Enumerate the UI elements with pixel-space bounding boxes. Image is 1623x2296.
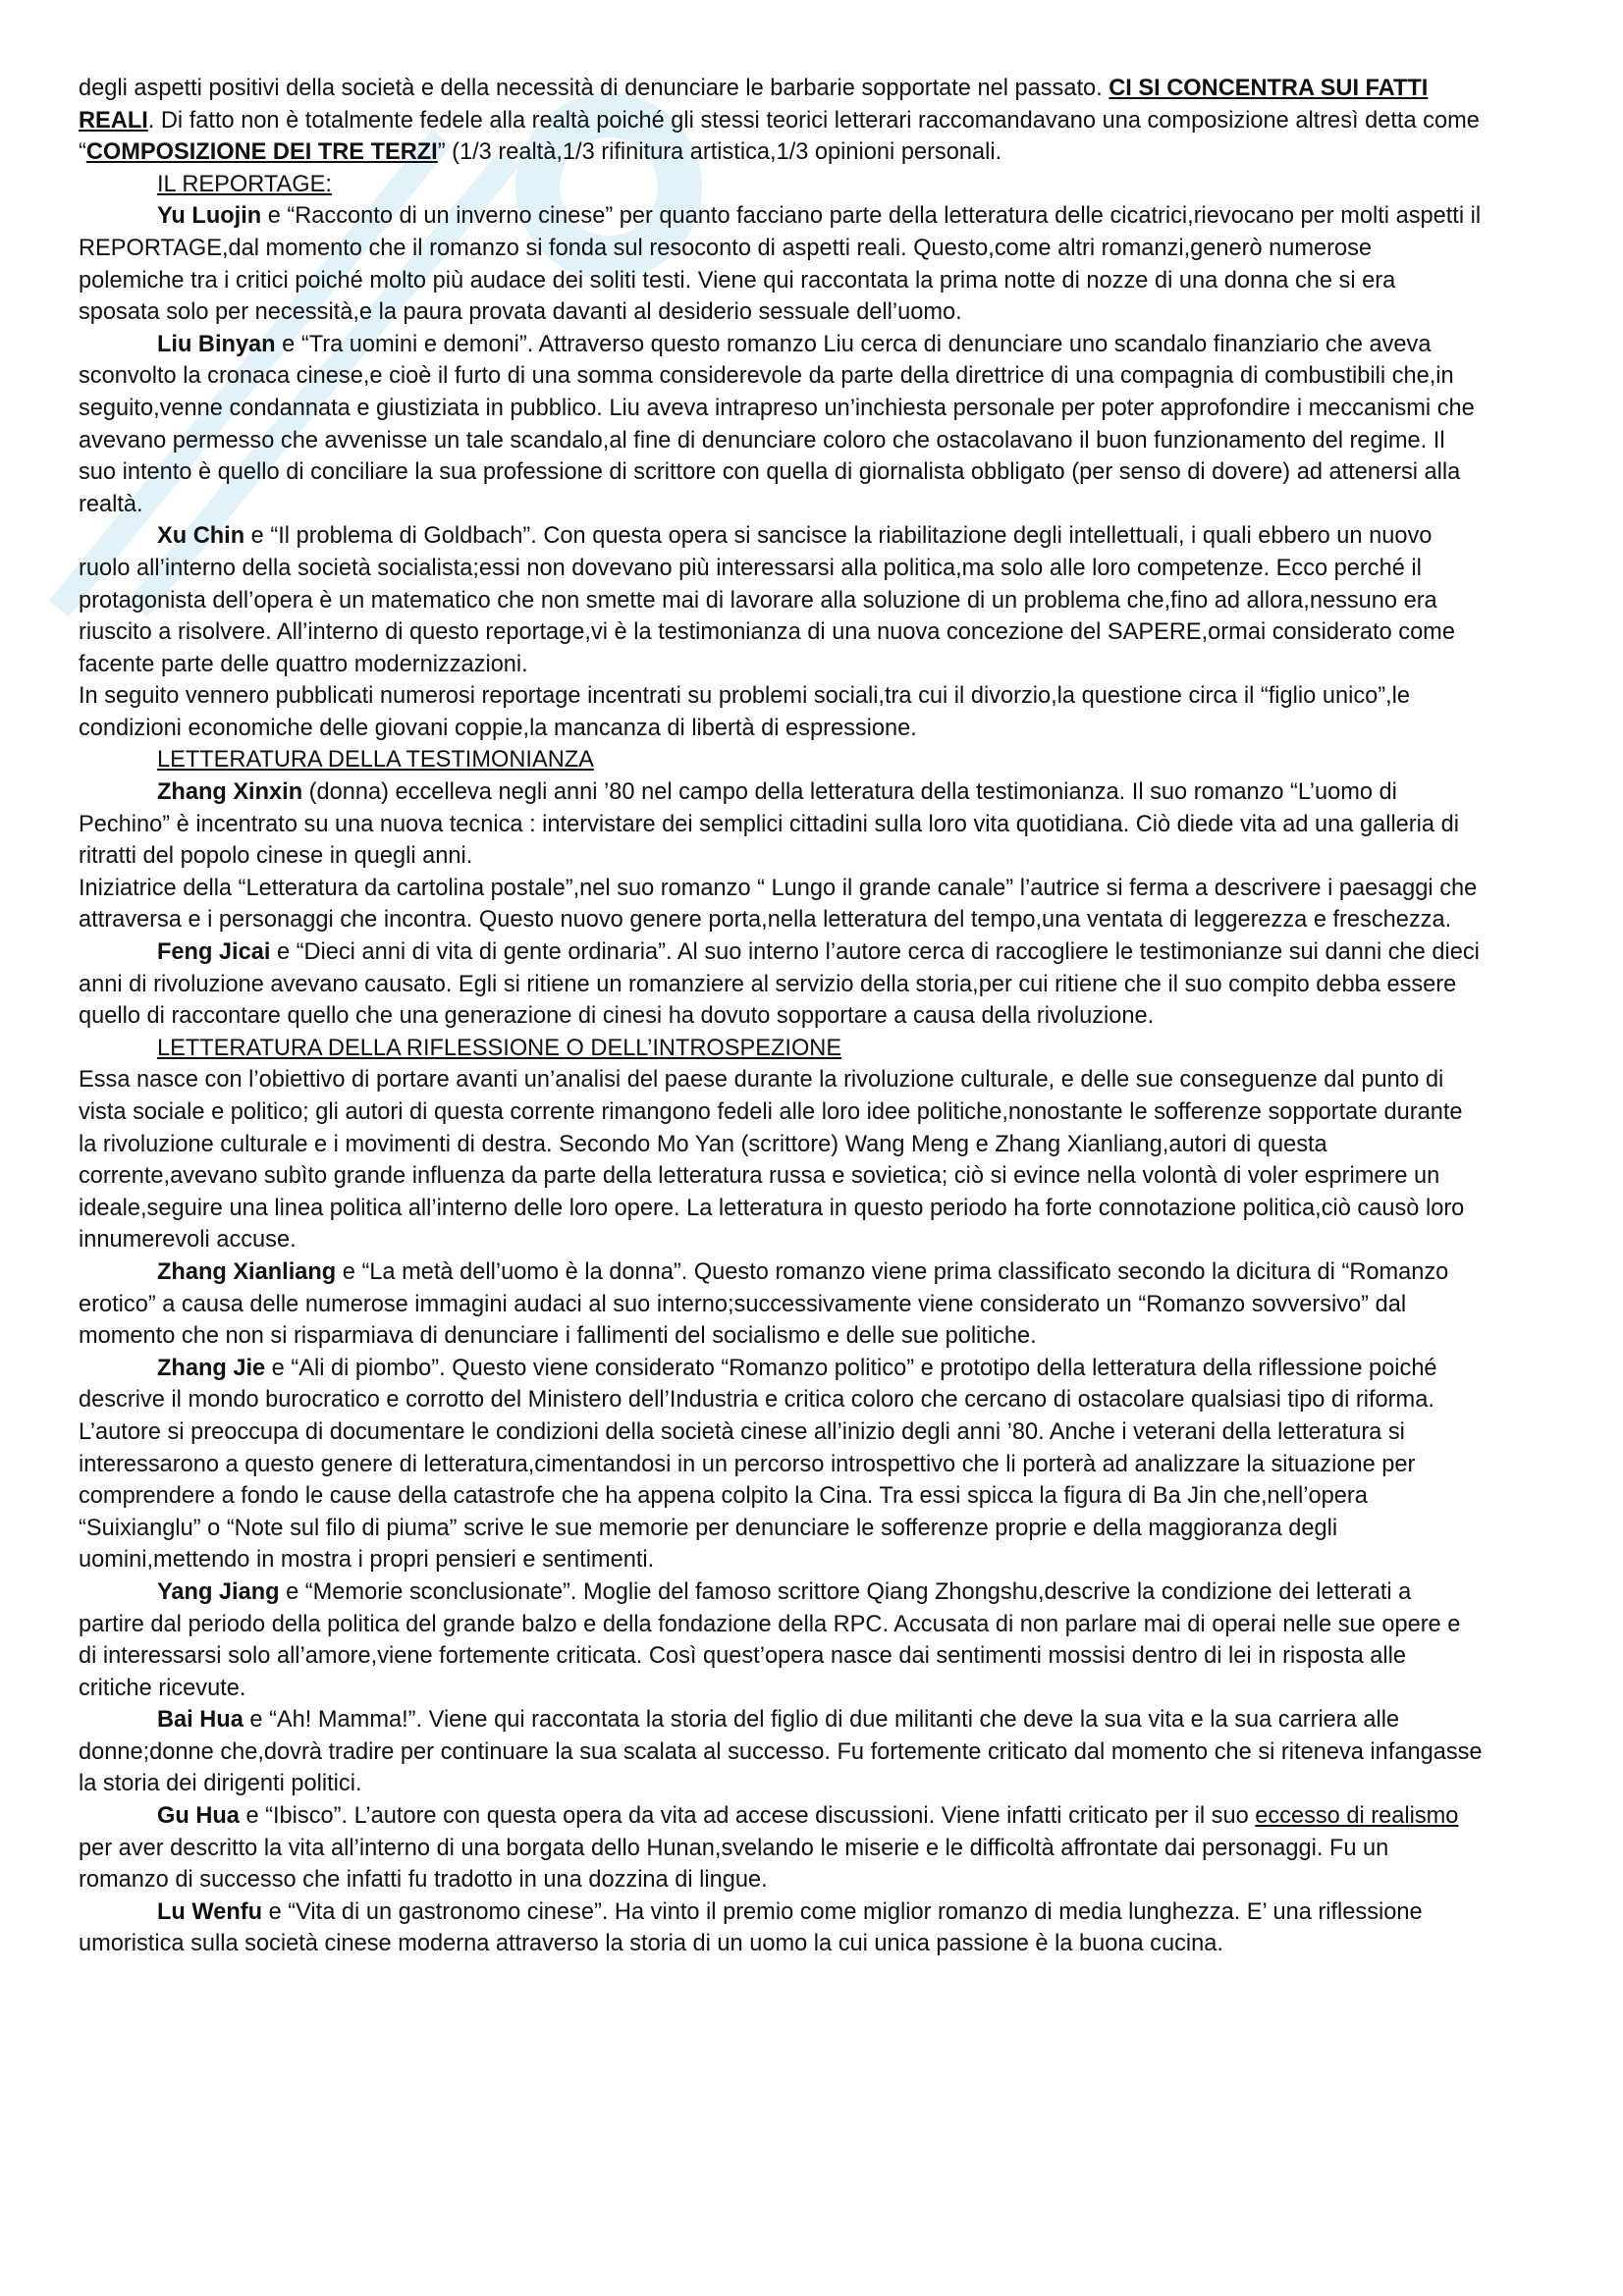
emphasis-tre-terzi: COMPOSIZIONE DEI TRE TERZI	[85, 139, 438, 166]
paragraph-xu-chin: Xu Chin e “Il problema di Goldbach”. Con questa opera si sancisce la riabilitazione degli intellettuali, i quali ebbero un nuovo ruolo all’interno della società socialista;essi non dovevano più interessarsi alla politica,ma solo alle loro competenze. Ecco perché il protagonista dell’opera è un matematico che non smette mai di lavorare alla soluzione di un problema che,fino ad allora,nessuno era riuscito a risolvere. All’interno di questo reportage,vi è la testimonianza di una nuova concezione del SAPERE,ormai considerato come facente parte delle quattro modernizzazioni.	[79, 523, 1455, 677]
author-name: Zhang Jie	[157, 1355, 266, 1381]
paragraph-reportage-sociali: In seguito vennero pubblicati numerosi reportage incentrati su problemi sociali,tra cui il divorzio,la questione circa il “figlio unico”,le condizioni economiche delle giovani coppie,la mancanza di libertà di espressione.	[79, 683, 1411, 741]
author-name: Feng Jicai	[157, 939, 271, 966]
paragraph-riflessione-intro: Essa nasce con l’obiettivo di portare avanti un’analisi del paese durante la rivoluzione culturale, e delle sue conseguenze dal punto di vista sociale e politico; gli autori di questa corrente rimangono fedeli alle loro idee politiche,nonostante le sofferenze sopportate durante la rivoluzione culturale e i movimenti di destra. Secondo Mo Yan (scrittore) Wang Meng e Zhang Xianliang,autori di questa corrente,avevano subìto grande influenza da parte della letteratura russa e sovietica; ciò si evince nella volontà di voler esprimere un ideale,seguire una linea politica all’interno delle loro opere. La letteratura in questo periodo ha forte connotazione politica,ciò causò loro innumerevoli accuse.	[79, 1067, 1465, 1254]
paragraph-cartolina: Iniziatrice della “Letteratura da cartolina postale”,nel suo romanzo “ Lungo il grande canale” l’autrice si ferma a descrivere i paesaggi che attraversa e i personaggi che incontra. Questo nuovo genere porta,nella letteratura del tempo,una ventata di leggerezza e freschezza.	[79, 875, 1478, 934]
paragraph-zhang-xinxin: Zhang Xinxin (donna) eccelleva negli anni ’80 nel campo della letteratura della testimonianza. Il suo romanzo “L’uomo di Pechino” è incentrato su una nuova tecnica : intervistare dei semplici cittadini sulla loro vita quotidiana. Ciò diede vita ad una galleria di ritratti del popolo cinese in quegli anni.	[79, 779, 1459, 870]
author-name: Gu Hua	[157, 1803, 240, 1830]
emphasis-eccesso-realismo: eccesso di realismo	[1255, 1803, 1459, 1830]
author-name: Bai Hua	[157, 1707, 243, 1734]
paragraph-yang-jiang: Yang Jiang e “Memorie sconclusionate”. Moglie del famoso scrittore Qiang Zhongshu,descrive la condizione dei letterati a partire dal periodo della politica del grande balzo e della fondazione della RPC. Accusata di non parlare mai di operai nelle sue opere e di interessarsi solo all’amore,viene fortemente criticata. Così quest’opera nasce dai sentimenti mossisi dentro di lei in risposta alle critiche ricevute.	[79, 1578, 1461, 1701]
paragraph-gu-hua: Gu Hua e “Ibisco”. L’autore con questa opera da vita ad accese discussioni. Viene infatti criticato per il suo eccesso di realismo per aver descritto la vita all’interno di una borgata dello Hunan,svelando le miserie e le difficoltà affrontate dai personaggi. Fu un romanzo di successo che infatti fu tradotto in una dozzina di lingue.	[79, 1803, 1459, 1894]
author-name: Lu Wenfu	[157, 1898, 263, 1925]
author-name: Yang Jiang	[157, 1578, 280, 1605]
document-page	[79, 73, 1483, 1960]
paragraph-yu-luojin: Yu Luojin e “Racconto di un inverno cinese” per quanto facciano parte della letteratura delle cicatrici,rievocano per molti aspetti il REPORTAGE,dal momento che il romanzo si fonda sul resoconto di aspetti reali. Questo,come altri romanzi,generò numerose polemiche tra i critici poiché molto più audace dei soliti testi. Viene qui raccontata la prima notte di nozze di una donna che si era sposata solo per necessità,e la paura provata davanti al desiderio sessuale dell’uomo.	[79, 203, 1482, 326]
section-heading-testimonianza: LETTERATURA DELLA TESTIMONIANZA	[157, 747, 594, 774]
section-heading-riflessione: LETTERATURA DELLA RIFLESSIONE O DELL’INTROSPEZIONE	[157, 1035, 842, 1061]
author-name: Zhang Xinxin	[157, 779, 303, 806]
author-name: Liu Binyan	[157, 331, 276, 357]
paragraph-zhang-xianliang: Zhang Xianliang e “La metà dell’uomo è la donna”. Questo romanzo viene prima classificato secondo la dicitura di “Romanzo erotico” a causa delle numerose immagini audaci al suo interno;successivamente viene considerato un “Romanzo sovversivo” dal momento che non si risparmiava di denunciare i fallimenti del socialismo e delle sue politiche.	[79, 1258, 1449, 1350]
paragraph-lu-wenfu: Lu Wenfu e “Vita di un gastronomo cinese”. Ha vinto il premio come miglior romanzo di media lunghezza. E’ una riflessione umoristica sulla società cinese moderna attraverso la storia di un uomo la cui unica passione è la buona cucina.	[79, 1898, 1423, 1957]
paragraph-feng-jicai: Feng Jicai e “Dieci anni di vita di gente ordinaria”. Al suo interno l’autore cerca di raccogliere le testimonianze sui danni che dieci anni di rivoluzione avevano causato. Egli si ritiene un romanziere al servizio della storia,per cui ritiene che il suo compito debba essere quello di raccontare quello che una generazione di cinesi ha dovuto sopportare a causa della rivoluzione.	[79, 939, 1480, 1030]
paragraph-liu-binyan: Liu Binyan e “Tra uomini e demoni”. Attraverso questo romanzo Liu cerca di denunciare uno scandalo finanziario che aveva sconvolto la cronaca cinese,e cioè il furto di una somma considerevole da parte della direttrice di una compagnia di combustibili che,in seguito,venne condannata e giustiziata in pubblico. Liu aveva intrapreso un’inchiesta personale per poter approfondire i meccanismi che avevano permesso che avvenisse un tale scandalo,al fine di denunciare coloro che ostacolavano il buon funzionamento del regime. Il suo intento è quello di conciliare la sua professione di scrittore con quella di giornalista obbligato (per senso di dovere) ad attenersi alla realtà.	[79, 331, 1475, 517]
paragraph-bai-hua: Bai Hua e “Ah! Mamma!”. Viene qui raccontata la storia del figlio di due militanti che deve la sua vita e la sua carriera alle donne;donne che,dovrà tradire per continuare la sua scalata al successo. Fu fortemente criticato dal momento che si riteneva infangasse la storia dei dirigenti politici.	[79, 1707, 1483, 1797]
section-heading-reportage: IL REPORTAGE:	[157, 171, 332, 197]
intro-paragraph: degli aspetti positivi della società e della necessità di denunciare le barbarie sopportate nel passato. CI SI CONCENTRA SUI FATTI REALI. Di fatto non è totalmente fedele alla realtà poiché gli stessi teorici letterari raccomandavano una composizione altresì detta come “COMPOSIZIONE DEI TRE TERZI” (1/3 realtà,1/3 rifinitura artistica,1/3 opinioni personali.	[79, 76, 1480, 166]
author-name: Zhang Xianliang	[157, 1258, 337, 1285]
author-name: Yu Luojin	[157, 203, 262, 230]
emphasis-fatti-reali: CI SI CONCENTRA SUI FATTI REALI	[79, 76, 1429, 133]
paragraph-zhang-jie: Zhang Jie e “Ali di piombo”. Questo viene considerato “Romanzo politico” e prototipo della letteratura della riflessione poiché descrive il mondo burocratico e corrotto del Ministero dell’Industria e critica coloro che cercano di ostacolare qualsiasi tipo di riforma. L’autore si preoccupa di documentare le condizioni della società cinese all’inizio degli anni ’80. Anche i veterani della letteratura si interessarono a questo genere di letteratura,cimentandosi in un percorso introspettivo che li porterà ad analizzare la situazione per comprendere a fondo le cause della catastrofe che ha appena colpito la Cina. Tra essi spicca la figura di Ba Jin che,nell’opera “Suixianglu” o “Note sul filo di piuma” scrive le sue memorie per denunciare le sofferenze proprie e della maggioranza degli uomini,mettendo in mostra i propri pensieri e sentimenti.	[79, 1355, 1437, 1574]
author-name: Xu Chin	[157, 523, 245, 550]
